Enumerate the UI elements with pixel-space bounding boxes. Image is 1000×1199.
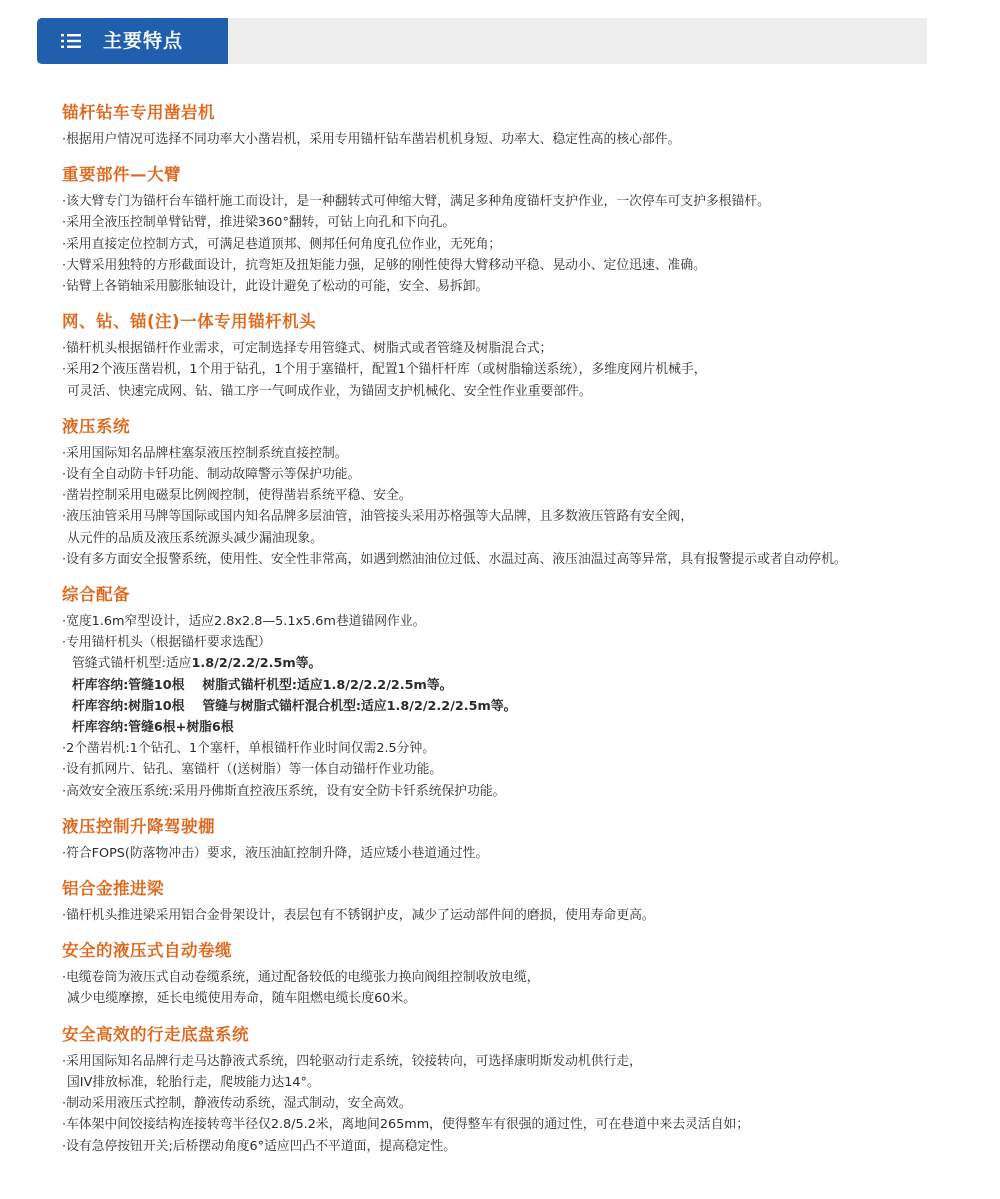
section-title: 液压控制升降驾驶棚 xyxy=(62,816,215,836)
sub-item-prefix: 管缝式锚杆机型:适应 xyxy=(72,656,192,672)
list-item: ·采用全液压控制单臂钻臂，推进梁360°翻转，可钻上向孔和下向孔。 xyxy=(62,215,456,231)
list-item: ·大臂采用独特的方形截面设计，抗弯矩及扭矩能力强，足够的刚性使得大臂移动平稳、晃动小、定位迅速、准确。 xyxy=(62,257,706,273)
list-item: ·凿岩控制采用电磁泵比例阀控制，使得凿岩系统平稳、安全。 xyxy=(62,488,412,504)
section-hydraulic-system xyxy=(62,410,962,570)
list-item-text: ·采用国际知名品牌行走马达静液式系统，四轮驱动行走系统，铰接转向，可选择康明斯发动机供行走， xyxy=(62,1053,642,1069)
list-icon xyxy=(61,33,81,49)
section-rock-drill xyxy=(62,96,962,150)
section-title: 安全的液压式自动卷缆 xyxy=(62,941,232,961)
list-item-text: ·液压油管采用马牌等国际或国内知名品牌多层油管，油管接头采用苏格强等大品牌，且多数液压管路有安全阀， xyxy=(62,509,694,525)
section-cab xyxy=(62,810,962,864)
section-cable-reel xyxy=(62,934,962,1009)
list-item: ·钻臂上各销轴采用膨胀轴设计，此设计避免了松动的可能，安全、易拆卸。 xyxy=(62,279,489,295)
section-title: 液压系统 xyxy=(62,416,130,436)
sub-item: 杆库容纳:树脂10根 管缝与树脂式锚杆混合机型:适应1.8/2/2.2/2.5m等。 xyxy=(72,698,517,714)
list-item: ·车体架中间饺接结构连接转弯半径仅2.8/5.2米，离地间265mm，使得整车有很强的通过性，可在巷道中来去灵活自如； xyxy=(62,1117,750,1133)
list-item: ·根据用户情况可选择不同功率大小凿岩机，采用专用锚杆钻车凿岩机机身短、功率大、稳定性高的核心部件。 xyxy=(62,132,681,147)
list-item: ·锚杆机头推进梁采用铝合金骨架设计，表层包有不锈钢护皮，减少了运动部件间的磨损，使用寿命更高。 xyxy=(62,908,655,924)
list-item: ·设有多方面安全报警系统，使用性、安全性非常高，如遇到燃油油位过低、水温过高、液压油温过高等异常，具有报警提示或者自动停机。 xyxy=(62,551,847,567)
list-item: ·2个凿岩机:1个钻孔、1个塞杆，单根锚杆作业时间仅需2.5分钟。 xyxy=(62,741,436,757)
list-item-text: ·电缆卷筒为液压式自动卷缆系统，通过配备较低的电缆张力换向阀组控制收放电缆， xyxy=(62,970,540,986)
list-item-continuation: 减少电缆摩擦，延长电缆使用寿命，随车阻燃电缆长度60米。 xyxy=(67,991,417,1007)
list-item: ·设有抓网片、钻孔、塞锚杆（(送树脂）等一体自动锚杆作业功能。 xyxy=(62,762,443,778)
list-item xyxy=(62,967,962,1009)
list-item: ·制动采用液压式控制，静液传动系统，湿式制动，安全高效。 xyxy=(62,1096,412,1112)
section-boom xyxy=(62,158,962,297)
list-item: ·设有全自动防卡钎功能、制动故障警示等保护功能。 xyxy=(62,467,361,483)
section-title: 综合配备 xyxy=(62,585,130,605)
section-equipment xyxy=(62,578,962,802)
section-title: 铝合金推进梁 xyxy=(62,879,164,899)
list-item: ·宽度1.6m窄型设计，适应2.8x2.8—5.1x5.6m巷道锚网作业。 xyxy=(62,614,426,630)
page-title: 主要特点 xyxy=(103,30,184,52)
header-tab xyxy=(37,18,228,64)
list-item-continuation: 国IV排放标准，轮胎行走，爬坡能力达14°。 xyxy=(67,1074,320,1090)
section-feed-beam xyxy=(62,872,962,926)
section-bolting-head xyxy=(62,305,962,402)
list-item: ·该大臂专门为锚杆台车锚杆施工而设计，是一种翻转式可伸缩大臂，满足多种角度锚杆支护作业，一次停车可支护多根锚杆。 xyxy=(62,194,770,210)
list-item: ·设有急停按钮开关;后桥摆动角度6°适应凹凸不平道面，提高稳定性。 xyxy=(62,1138,457,1154)
list-item xyxy=(62,1051,962,1093)
list-item: ·采用直接定位控制方式，可满足巷道顶邦、侧邦任何角度孔位作业，无死角； xyxy=(62,236,502,252)
section-title: 重要部件—大臂 xyxy=(62,165,181,185)
section-title: 安全高效的行走底盘系统 xyxy=(62,1024,249,1044)
list-item-text: ·采用2个液压凿岩机，1个用于钻孔，1个用于塞锚杆，配置1个锚杆杆库（或树脂输送系统），多维度网片机械手， xyxy=(62,362,707,378)
list-item: ·高效安全液压系统:采用丹佛斯直控液压系统，设有安全防卡钎系统保护功能。 xyxy=(62,783,506,799)
sub-item: 杆库容纳:管缝6根+树脂6根 xyxy=(72,720,234,736)
list-item: ·符合FOPS(防落物冲击）要求，液压油缸控制升降，适应矮小巷道通过性。 xyxy=(62,845,489,861)
section-title: 锚杆钻车专用凿岩机 xyxy=(62,103,215,122)
list-item xyxy=(62,506,962,548)
features-content xyxy=(62,96,962,1157)
section-chassis xyxy=(62,1018,962,1157)
list-item: ·专用锚杆机头（根据锚杆要求选配） xyxy=(62,635,271,651)
list-item-continuation: 可灵活、快速完成网、钻、锚工序一气呵成作业，为锚固支护机械化、安全性作业重要部件。 xyxy=(67,383,592,399)
section-title: 网、钻、锚(注)一体专用锚杆机头 xyxy=(62,312,317,332)
list-item: ·采用国际知名品牌柱塞泵液压控制系统直接控制。 xyxy=(62,445,348,461)
list-item: ·锚杆机头根据锚杆作业需求，可定制选择专用管缝式、树脂式或者管缝及树脂混合式； xyxy=(62,341,553,357)
list-item-continuation: 从元件的品质及液压系统源头减少漏油现象。 xyxy=(67,530,323,546)
sub-item: 杆库容纳:管缝10根 树脂式锚杆机型:适应1.8/2/2.2/2.5m等。 xyxy=(72,677,453,693)
sub-item xyxy=(62,653,962,674)
list-item xyxy=(62,359,962,401)
sub-item-bold: 1.8/2/2.2/2.5m等。 xyxy=(191,656,322,672)
